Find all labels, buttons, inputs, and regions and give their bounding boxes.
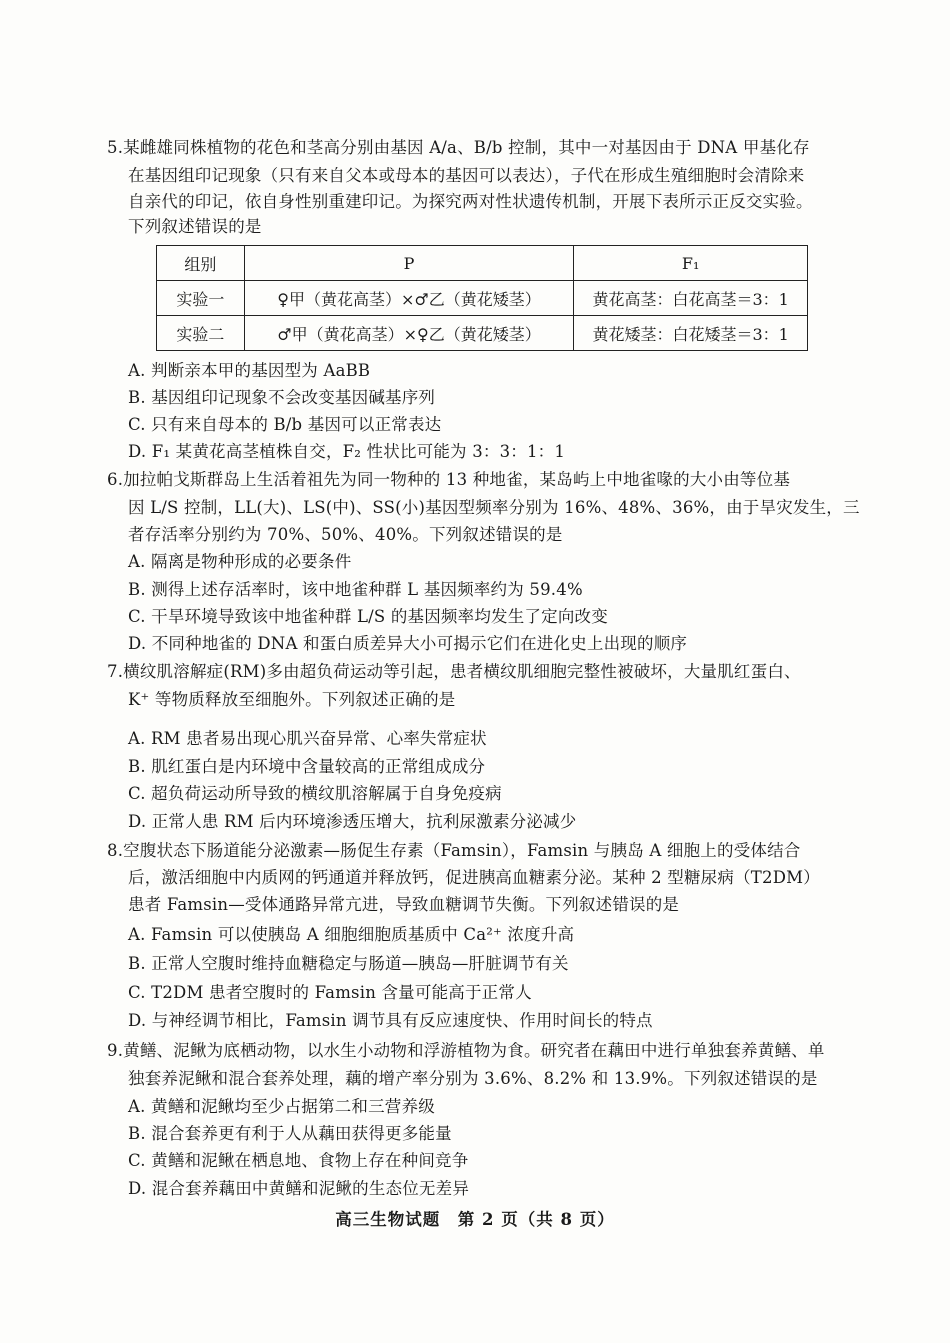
q6-stem-line-2: 因 L/S 控制，LL(大)、LS(中)、SS(小)基因型频率分别为 16%、48%、36%，由于旱灾发生，三 xyxy=(128,498,860,517)
q7-option-b: B. 肌红蛋白是内环境中含量较高的正常组成成分 xyxy=(128,757,486,776)
q9-option-b: B. 混合套养更有利于人从藕田获得更多能量 xyxy=(128,1124,452,1143)
q7-option-a: A. RM 患者易出现心肌兴奋异常、心率失常症状 xyxy=(128,729,487,748)
table-row xyxy=(157,281,808,316)
q5-option-d: D. F₁ 某黄花高茎植株自交，F₂ 性状比可能为 3：3：1：1 xyxy=(128,442,566,461)
q5-stem-line-2: 在基因组印记现象（只有来自父本或母本的基因可以表达），子代在形成生殖细胞时会清除来 xyxy=(128,166,805,185)
q5-stem-line-3: 自亲代的印记，依自身性别重建印记。为探究两对性状遗传机制，开展下表所示正反交实验。 xyxy=(128,192,813,211)
q5-stem-line-1: 5.某雌雄同株植物的花色和茎高分别由基因 A/a、B/b 控制，其中一对基因由于 DNA 甲基化存 xyxy=(107,138,810,157)
q6-stem-line-1: 6.加拉帕戈斯群岛上生活着祖先为同一物种的 13 种地雀，某岛屿上中地雀喙的大小由等位基 xyxy=(107,470,791,489)
q6-option-a: A. 隔离是物种形成的必要条件 xyxy=(128,552,352,571)
q9-option-a: A. 黄鳝和泥鳅均至少占据第二和三营养级 xyxy=(128,1097,435,1116)
page-footer: 高三生物试题 第 2 页（共 8 页） xyxy=(335,1210,615,1229)
table-cell: 实验二 xyxy=(157,316,245,351)
q8-option-b: B. 正常人空腹时维持血糖稳定与肠道—胰岛—肝脏调节有关 xyxy=(128,954,569,973)
q9-option-c: C. 黄鳝和泥鳅在栖息地、食物上存在种间竞争 xyxy=(128,1151,469,1170)
q8-option-c: C. T2DM 患者空腹时的 Famsin 含量可能高于正常人 xyxy=(128,983,532,1002)
q6-option-b: B. 测得上述存活率时，该中地雀种群 L 基因频率约为 59.4% xyxy=(128,580,583,599)
q8-stem-line-3: 患者 Famsin—受体通路异常亢进，导致血糖调节失衡。下列叙述错误的是 xyxy=(128,895,680,914)
q5-option-c: C. 只有来自母本的 B/b 基因可以正常表达 xyxy=(128,415,442,434)
q9-stem-line-2: 独套养泥鳅和混合套养处理，藕的增产率分别为 3.6%、8.2% 和 13.9%。下列叙述错误的是 xyxy=(128,1069,818,1088)
q7-stem-line-2: K⁺ 等物质释放至细胞外。下列叙述正确的是 xyxy=(128,690,456,709)
q5-option-b: B. 基因组印记现象不会改变基因碱基序列 xyxy=(128,388,436,407)
q6-option-d: D. 不同种地雀的 DNA 和蛋白质差异大小可揭示它们在进化史上出现的顺序 xyxy=(128,634,688,653)
header-cell: 组别 xyxy=(157,246,245,281)
q7-option-c: C. 超负荷运动所导致的横纹肌溶解属于自身免疫病 xyxy=(128,784,502,803)
q8-option-d: D. 与神经调节相比，Famsin 调节具有反应速度快、作用时间长的特点 xyxy=(128,1011,653,1030)
q8-option-a: A. Famsin 可以使胰岛 A 细胞细胞质基质中 Ca²⁺ 浓度升高 xyxy=(128,925,575,944)
table-cell: ♂甲（黄花高茎）×♀乙（黄花矮茎） xyxy=(244,316,574,351)
q8-stem-line-2: 后，激活细胞中内质网的钙通道并释放钙，促进胰高血糖素分泌。某种 2 型糖尿病（T2DM） xyxy=(128,868,820,887)
q9-stem-line-1: 9.黄鳝、泥鳅为底栖动物，以水生小动物和浮游植物为食。研究者在藕田中进行单独套养黄鳝、单 xyxy=(107,1041,825,1060)
table-header-row xyxy=(157,246,808,281)
table-row xyxy=(157,316,808,351)
q5-option-a: A. 判断亲本甲的基因型为 AaBB xyxy=(128,361,371,380)
table-cell: 实验一 xyxy=(157,281,245,316)
q6-option-c: C. 干旱环境导致该中地雀种群 L/S 的基因频率均发生了定向改变 xyxy=(128,607,608,626)
table-cell: ♀甲（黄花高茎）×♂乙（黄花矮茎） xyxy=(244,281,574,316)
q9-option-d: D. 混合套养藕田中黄鳝和泥鳅的生态位无差异 xyxy=(128,1179,470,1198)
experiment-table xyxy=(156,245,808,351)
q6-stem-line-3: 者存活率分别约为 70%、50%、40%。下列叙述错误的是 xyxy=(128,525,563,544)
table-cell: 黄花高茎：白花高茎＝3：1 xyxy=(574,281,808,316)
q7-option-d: D. 正常人患 RM 后内环境渗透压增大，抗利尿激素分泌减少 xyxy=(128,812,577,831)
q5-stem-line-4: 下列叙述错误的是 xyxy=(128,217,262,236)
header-cell: P xyxy=(244,246,574,281)
header-cell: F₁ xyxy=(574,246,808,281)
q7-stem-line-1: 7.横纹肌溶解症(RM)多由超负荷运动等引起，患者横纹肌细胞完整性被破坏，大量肌红蛋白、 xyxy=(107,662,801,681)
q8-stem-line-1: 8.空腹状态下肠道能分泌激素—肠促生存素（Famsin），Famsin 与胰岛 A 细胞上的受体结合 xyxy=(107,841,801,860)
table-cell: 黄花矮茎：白花矮茎＝3：1 xyxy=(574,316,808,351)
